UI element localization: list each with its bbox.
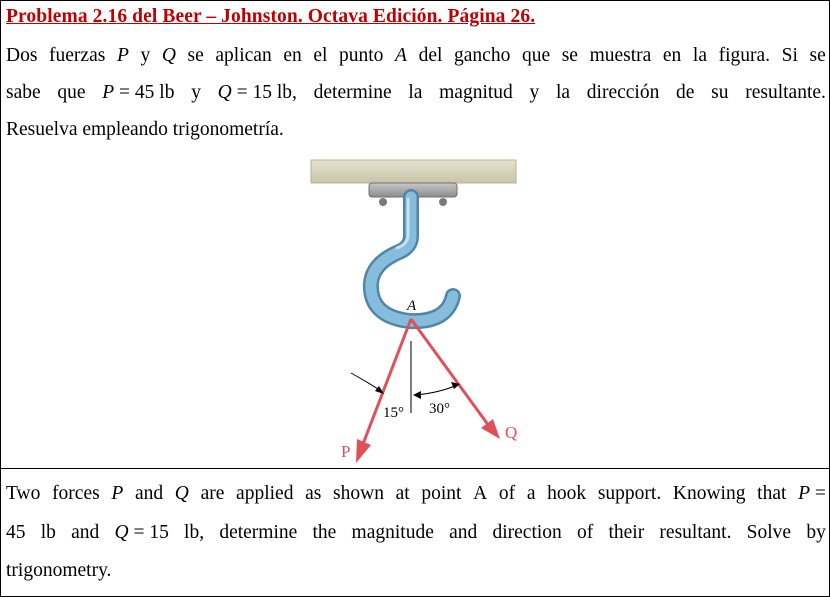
english-statement: [6, 475, 826, 591]
force-p-arrow: [356, 319, 411, 463]
ceiling-beam: [311, 160, 516, 183]
force-q-label: Q: [505, 423, 518, 442]
english-line-2: 45 lb and Q = 15 lb, determine the magnitude and direction of their resultant. Solve by: [6, 521, 826, 543]
force-q-arrow: [411, 319, 500, 439]
point-a-label: A: [407, 298, 417, 314]
angle-q-label: 30°: [429, 401, 450, 417]
bolt-right-icon: [439, 198, 447, 206]
angle-arc-q-arrowhead-left: [413, 391, 421, 399]
angle-arc-p: [351, 373, 381, 391]
force-p-label: P: [341, 442, 351, 461]
english-line-3: trigonometry.: [6, 560, 112, 581]
hook-figure: [301, 151, 531, 466]
spanish-statement: [6, 37, 826, 148]
spanish-cell: [1, 1, 829, 469]
english-line-1: Two forces P and Q are applied as shown at point A of a hook support. Knowing that P =: [6, 483, 826, 504]
spanish-line-3: Resuelva empleando trigonometría.: [6, 119, 284, 140]
spanish-line-1: Dos fuerzas P y Q se aplican en el punto A del gancho que se muestra en la figura. Si se: [6, 45, 826, 66]
problem-title: Problema 2.16 del Beer – Johnston. Octava Edición. Página 26.: [6, 6, 536, 27]
spanish-line-2: sabe que P = 45 lb y Q = 15 lb, determine la magnitud y la dirección de su resultante.: [6, 82, 826, 103]
angle-arc-q: [415, 385, 457, 395]
angle-p-label: 15°: [383, 405, 404, 421]
bolt-left-icon: [379, 198, 387, 206]
